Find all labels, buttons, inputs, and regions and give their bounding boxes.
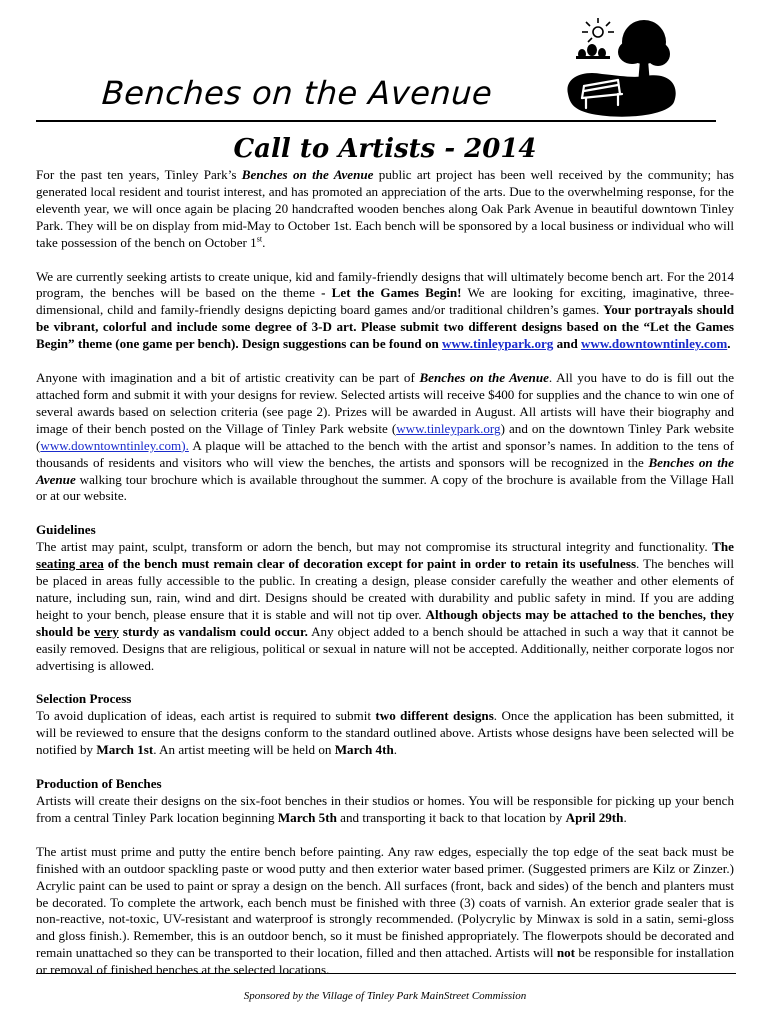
sponsor-footer: Sponsored by the Village of Tinley Park MainStreet Commission	[243, 990, 527, 1002]
intro-paragraph: For the past ten years, Tinley Park’s Benches on the Avenue public art project has been well received by the community; has generated local resident and tourist interest, and has promoted an appreciation of the arts. Due to the overwhelming response, for the eleventh year, we will once again be placing 20 handcrafted wooden benches along Oak Park Avenue in beautiful downtown Tinley Park. They will be on display from mid-May to October 1st. Each bench will be sponsored by a local business or individual who will take possession of the bench on October 1st.	[36, 167, 734, 250]
selection-heading: Selection Process	[36, 691, 132, 707]
tinleypark-link[interactable]: www.tinleypark.org	[442, 336, 554, 352]
production-heading: Production of Benches	[36, 776, 162, 792]
eligibility-paragraph: Anyone with imagination and a bit of artistic creativity can be part of Benches on the Avenue. All you have to do is fill out the attached form and submit it with your designs for review. Selected artists will receive $400 for supplies and the chance to win one of several awards based on selection criteria (see page 2). Prizes will be awarded in August. All artists will have their biography and image of their bench posted on the Village of Tinley Park website (www.tinleypark.org) and on the downtown Tinley Park website (www.downtowntinley.com). A plaque will be attached to the bench with the artist and sponsor’s names. In addition to the tens of thousands of residents and visitors who will view the benches, the artists and sponsors will be recognized in the Benches on the Avenue walking tour brochure which is available throughout the summer. A copy of the brochure is available from the Village Hall or at our website.	[36, 370, 735, 504]
downtowntinley-link[interactable]: www.downtowntinley.com	[581, 336, 728, 352]
page-title: Benches on the Avenue	[100, 74, 494, 112]
page-subtitle: Call to Artists - 2014	[233, 134, 537, 164]
sun-icon	[582, 18, 614, 42]
selection-paragraph: To avoid duplication of ideas, each artist is required to submit two different designs. Once the application has been submitted, it will be reviewed to ensure that the designs conform to the standard outlined above. Artists whose designs have been selected will be notified by March 1st. An artist meeting will be held on March 4th.	[36, 708, 734, 758]
theme-paragraph: We are currently seeking artists to create unique, kid and family-friendly designs that will ultimately become bench art. For the 2014 program, the benches will be based on the theme - Let the Games Begin! We are looking for exciting, imaginative, three-dimensional, child and family-friendly designs depicting board games and/or traditional children’s games. Your portrayals should be vibrant, colorful and include some degree of 3-D art. Please submit two different designs based on the “Let the Games Begin” theme (one game per bench). Design suggestions can be found on www.tinleypark.org and www.downtowntinley.com.	[36, 268, 735, 352]
tinleypark-link-2[interactable]: www.tinleypark.org	[396, 420, 501, 436]
small-trees-icon	[576, 44, 610, 59]
downtowntinley-link-2[interactable]: www.downtowntinley.com).	[40, 437, 189, 453]
bench-logo	[562, 12, 682, 122]
finishing-paragraph: The artist must prime and putty the entire bench before painting. Any raw edges, especially the top edge of the seat back must be finished with an outdoor spackling paste or wood putty and then exterior water based primer. (Suggested primers are Kilz or Zinzer.) Acrylic paint can be used to paint or spray a design on the bench. All surfaces (front, back and sides) of the bench and planters must be decorated. To complete the artwork, each bench must be finished with three (3) coats of varnish. An exterior grade sealer that is non-reactive, not-toxic, UV-resistant and waterproof is strongly recommended. (Polycrylic by Minwax is sold in a satin, semi-gloss and gloss finish.). Remember, this is an outdoor bench, so it must be finished appropriately. The flowerpots should be decorated and remain unattached so they can be transported to their location, filled and then attached. Artists will not be responsible for installation or removal of finished benches at the selected locations.	[36, 843, 734, 978]
document-body	[36, 167, 734, 979]
title-divider	[36, 120, 716, 122]
footer-divider	[36, 973, 736, 974]
production-paragraph: Artists will create their designs on the six-foot benches in their studios or homes. You will be responsible for picking up your bench from a central Tinley Park location beginning March 5th and transporting it back to that location by April 29th.	[36, 793, 734, 825]
guidelines-heading: Guidelines	[36, 522, 96, 538]
guidelines-paragraph: The artist may paint, sculpt, transform or adorn the bench, but may not compromise its structural integrity and functionality. The seating area of the bench must remain clear of decoration except for paint in order to retain its usefulness. The benches will be placed in areas fully accessible to the public. In creating a design, please consider carefully the weather and other elements of nature, including sun, rain, wind and dirt. Designs should be created with durability and public safety in mind. If you are adding height to your bench, please ensure that it is stable and will not tip over. Although objects may be attached to the benches, they should be very sturdy as vandalism could occur. Any object added to a bench should be attached in such a way that it cannot be easily removed. Designs that are religious, political or sexual in nature will not be accepted. Additionally, neither corporate logos nor advertising is allowed.	[36, 539, 734, 673]
